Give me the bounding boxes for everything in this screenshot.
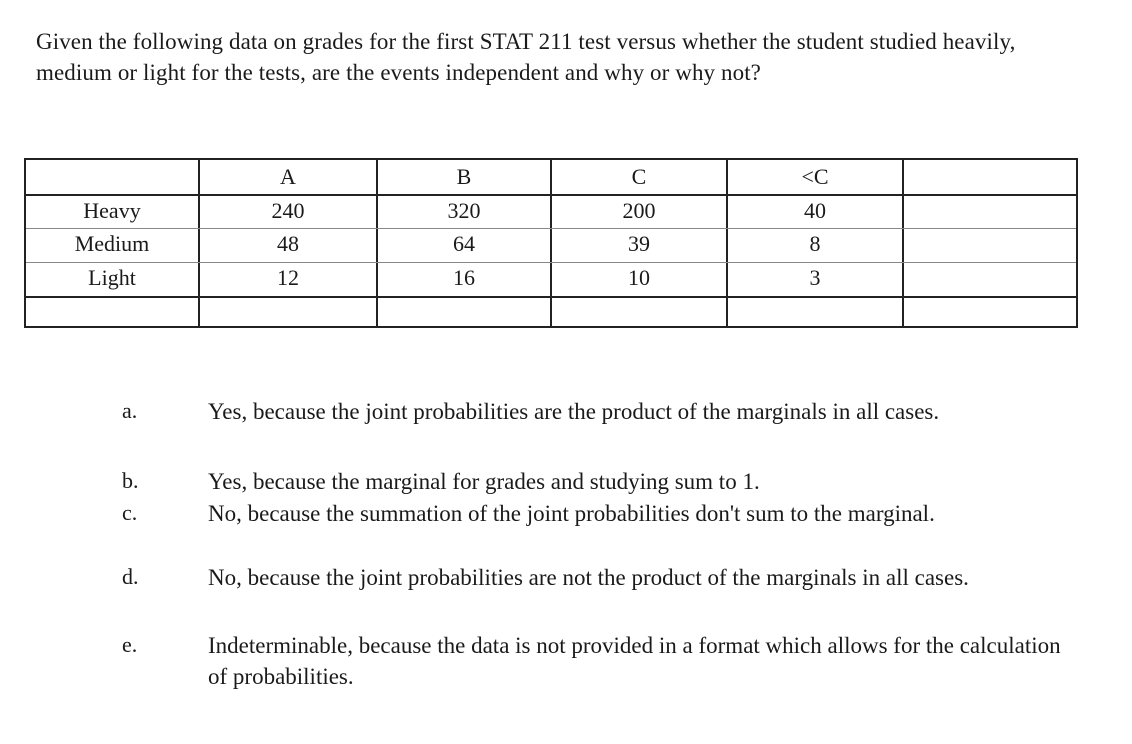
table-divider <box>26 228 1076 229</box>
table-cell: 8 <box>809 231 821 256</box>
table-cell: 64 <box>453 231 475 256</box>
row-label: Medium <box>74 231 150 256</box>
table-cell: 200 <box>622 198 656 223</box>
choice-letter: a. <box>122 398 138 423</box>
table-cell: 39 <box>628 231 650 256</box>
table-cell: 12 <box>277 265 299 290</box>
table-cell: 10 <box>628 265 650 290</box>
choice-text: Yes, because the marginal for grades and studying sum to 1. <box>208 469 760 494</box>
column-header: A <box>280 164 296 189</box>
question-text: Given the following data on grades for the first STAT 211 test versus whether the student studied heavily, medium or light for the tests, are the events independent and why or why not? <box>36 29 1016 85</box>
grades-study-table <box>24 158 1078 328</box>
table-divider <box>26 194 1076 196</box>
table-divider <box>26 296 1076 298</box>
table-divider <box>26 262 1076 263</box>
table-cell: 240 <box>271 198 305 223</box>
table-cell: 40 <box>804 198 826 223</box>
choice-text: No, because the summation of the joint probabilities don't sum to the marginal. <box>208 501 935 526</box>
table-cell: 320 <box>447 198 481 223</box>
choice-text: Yes, because the joint probabilities are the product of the marginals in all cases. <box>208 399 940 424</box>
table-divider <box>902 160 904 326</box>
column-header: C <box>631 164 647 189</box>
choice-letter: b. <box>122 468 139 493</box>
table-cell: 16 <box>453 265 475 290</box>
column-header: B <box>456 164 472 189</box>
choice-text: Indeterminable, because the data is not provided in a format which allows for the calculation of probabilities. <box>208 633 1061 689</box>
table-cell: 48 <box>277 231 299 256</box>
row-label: Heavy <box>83 198 141 223</box>
table-cell: 3 <box>809 265 821 290</box>
choice-letter: d. <box>122 564 139 589</box>
column-header: <C <box>801 164 829 189</box>
choice-text: No, because the joint probabilities are not the product of the marginals in all cases. <box>208 565 969 590</box>
choice-letter: c. <box>122 500 138 525</box>
row-label: Light <box>88 265 136 290</box>
choice-letter: e. <box>122 632 138 657</box>
